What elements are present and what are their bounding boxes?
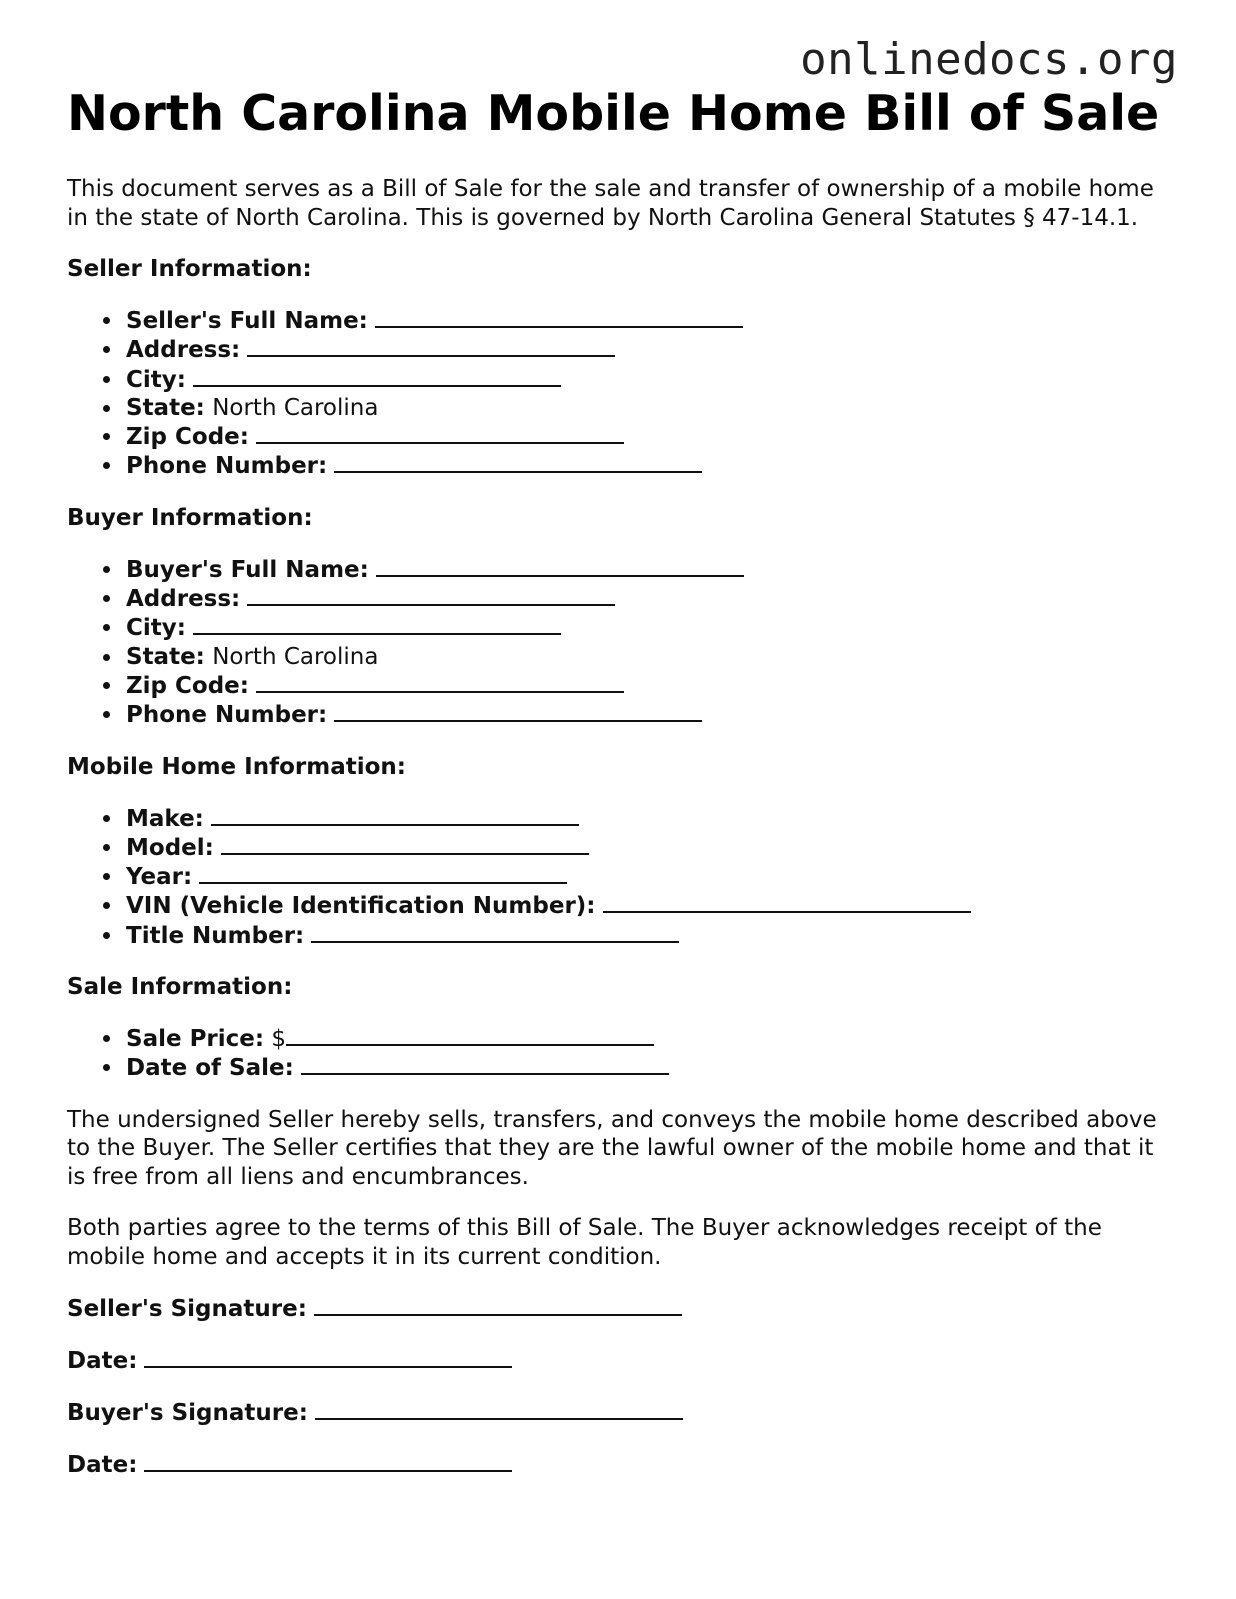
list-item [126,804,1177,833]
field-label: Phone Number: [126,702,328,729]
field-label: State: [126,643,205,670]
seller-date-field[interactable] [144,1346,512,1368]
currency-symbol: $ [271,1026,287,1053]
list-item [126,862,1177,891]
list-item [126,306,1177,335]
field-label: Zip Code: [126,672,249,699]
field-label: Make: [126,805,204,832]
conveyance-paragraph: The undersigned Seller hereby sells, transfers, and conveys the mobile home described above to the Buyer. The Seller certifies that they are the lawful owner of the mobile home and that it is free from all liens and encumbrances. [67,1106,1157,1190]
list-item [126,365,1177,394]
field-label: Address: [126,586,241,613]
buyer-phone-field[interactable] [334,700,702,722]
buyer-signature-line [67,1398,1177,1427]
list-item [126,613,1177,642]
list-item [126,451,1177,480]
buyer-date-line [67,1450,1177,1479]
seller-city-field[interactable] [193,365,561,387]
field-label: Buyer's Signature: [67,1400,308,1427]
buyer-city-field[interactable] [193,613,561,635]
field-label: Buyer's Full Name: [126,556,369,583]
seller-address-field[interactable] [247,335,615,357]
buyer-date-field[interactable] [144,1450,512,1472]
document-page [67,80,1177,1479]
field-label: Date: [67,1452,138,1479]
buyer-signature-field[interactable] [315,1398,683,1420]
make-field[interactable] [211,804,579,826]
seller-phone-field[interactable] [334,451,702,473]
buyer-section-heading: Buyer Information: [67,504,313,531]
list-item [126,921,1177,950]
field-label: Title Number: [126,922,305,949]
mobile-home-field-list [67,804,1177,950]
year-field[interactable] [199,862,567,884]
seller-state-value: North Carolina [212,394,379,421]
field-label: Sale Price: [126,1026,265,1053]
buyer-full-name-field[interactable] [376,555,744,577]
list-item [126,833,1177,862]
list-item [126,394,1177,422]
field-label: City: [126,366,186,393]
seller-date-line [67,1346,1177,1375]
buyer-field-list [67,555,1177,730]
sale-price-field[interactable] [286,1024,654,1046]
field-label: Seller's Signature: [67,1296,307,1323]
field-label: Model: [126,834,214,861]
seller-signature-field[interactable] [314,1294,682,1316]
seller-zip-field[interactable] [256,422,624,444]
list-item [126,1024,1177,1053]
field-label: Phone Number: [126,453,328,480]
agreement-paragraph: Both parties agree to the terms of this Bill of Sale. The Buyer acknowledges receipt of the mobile home and accepts it in its current condition. [67,1215,1102,1270]
list-item [126,555,1177,584]
list-item [126,1053,1177,1082]
field-label: Date: [67,1348,138,1375]
field-label: City: [126,615,186,642]
buyer-state-value: North Carolina [212,643,379,670]
list-item [126,335,1177,364]
buyer-address-field[interactable] [247,584,615,606]
mobile-home-section-heading: Mobile Home Information: [67,753,406,780]
site-watermark: onlinedocs.org [800,34,1178,85]
list-item [126,700,1177,729]
field-label: Date of Sale: [126,1055,294,1082]
field-label: Address: [126,337,241,364]
document-title: North Carolina Mobile Home Bill of Sale [67,85,1160,142]
list-item [126,671,1177,700]
date-of-sale-field[interactable] [301,1053,669,1075]
list-item [126,584,1177,613]
field-label: Zip Code: [126,424,249,451]
intro-paragraph: This document serves as a Bill of Sale for the sale and transfer of ownership of a mobile home in the state of North Carolina. This is governed by North Carolina General Statutes § 47-14.1. [67,176,1154,231]
seller-field-list [67,306,1177,481]
title-number-field[interactable] [311,921,679,943]
sale-field-list [67,1024,1177,1083]
buyer-zip-field[interactable] [256,671,624,693]
list-item [126,643,1177,671]
list-item [126,422,1177,451]
model-field[interactable] [221,833,589,855]
seller-section-heading: Seller Information: [67,256,312,282]
field-label: Seller's Full Name: [126,308,368,334]
field-label: Year: [126,864,193,891]
list-item [126,891,1177,920]
seller-signature-line [67,1294,1177,1323]
sale-section-heading: Sale Information: [67,974,293,1001]
vin-field[interactable] [603,891,971,913]
field-label: VIN (Vehicle Identification Number): [126,893,596,920]
field-label: State: [126,394,205,421]
seller-full-name-field[interactable] [375,306,743,328]
